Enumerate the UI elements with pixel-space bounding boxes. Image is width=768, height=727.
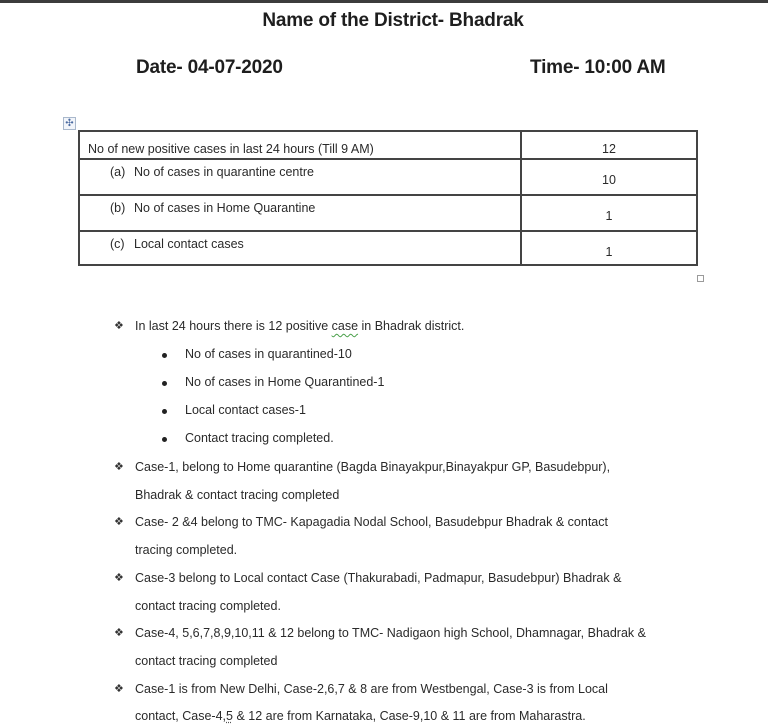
case-line: contact, Case-4,5 & 12 are from Karnataka, Case-9,10 & 11 are from Maharastra.	[135, 709, 586, 723]
row-label: (b) No of cases in Home Quarantine	[79, 195, 521, 231]
case-line: Bhadrak & contact tracing completed	[135, 488, 340, 502]
row-label: (a) No of cases in quarantine centre	[79, 159, 521, 195]
row-value: 1	[521, 195, 697, 231]
diamond-bullet-icon: ❖	[114, 320, 124, 332]
list-item: Local contact cases-1	[185, 403, 306, 417]
bullet-dot-icon	[162, 381, 167, 386]
flagged-char: 5	[226, 709, 233, 723]
diamond-bullet-icon: ❖	[114, 516, 124, 528]
table-row	[79, 159, 697, 195]
case-line: Case-3 belong to Local contact Case (Thakurabadi, Padmapur, Basudebpur) Bhadrak &	[135, 571, 622, 585]
bullet-dot-icon	[162, 353, 167, 358]
diamond-bullet-icon: ❖	[114, 461, 124, 473]
window-top-border	[0, 0, 768, 3]
diamond-bullet-icon: ❖	[114, 683, 124, 695]
case-line: contact tracing completed.	[135, 599, 281, 613]
list-item: Contact tracing completed.	[185, 431, 334, 445]
case-line: Case-1 is from New Delhi, Case-2,6,7 & 8 are from Westbengal, Case-3 is from Local	[135, 682, 608, 696]
summary-line: In last 24 hours there is 12 positive case in Bhadrak district.	[135, 319, 465, 333]
row-label: No of new positive cases in last 24 hours (Till 9 AM)	[79, 131, 521, 159]
resize-handle-icon[interactable]	[697, 275, 704, 282]
case-line: Case-4, 5,6,7,8,9,10,11 & 12 belong to TMC- Nadigaon high School, Dhamnagar, Bhadrak &	[135, 626, 646, 640]
case-line: Case-1, belong to Home quarantine (Bagda Binayakpur,Binayakpur GP, Basudebpur),	[135, 460, 611, 474]
diamond-bullet-icon: ❖	[114, 572, 124, 584]
report-time: Time- 10:00 AM	[530, 57, 666, 78]
row-value: 10	[521, 159, 697, 195]
diamond-bullet-icon: ❖	[114, 627, 124, 639]
bullet-dot-icon	[162, 409, 167, 414]
table-row	[79, 131, 697, 159]
spell-flagged-word: case	[331, 319, 359, 333]
document-title: Name of the District- Bhadrak	[262, 10, 524, 31]
case-line: Case- 2 &4 belong to TMC- Kapagadia Nodal School, Basudebpur Bhadrak & contact	[135, 515, 608, 529]
bullet-dot-icon	[162, 437, 167, 442]
case-line: tracing completed.	[135, 543, 238, 557]
list-item: No of cases in quarantined-10	[185, 347, 352, 361]
table-row	[79, 195, 697, 231]
row-label: (c) Local contact cases	[79, 231, 521, 265]
list-item: No of cases in Home Quarantined-1	[185, 375, 385, 389]
row-value: 12	[521, 131, 697, 159]
cases-summary-table	[78, 130, 698, 266]
report-date: Date- 04-07-2020	[136, 57, 283, 78]
move-arrows-icon[interactable]: ✣	[63, 117, 76, 130]
case-line: contact tracing completed	[135, 654, 278, 668]
table-row	[79, 231, 697, 265]
row-value: 1	[521, 231, 697, 265]
